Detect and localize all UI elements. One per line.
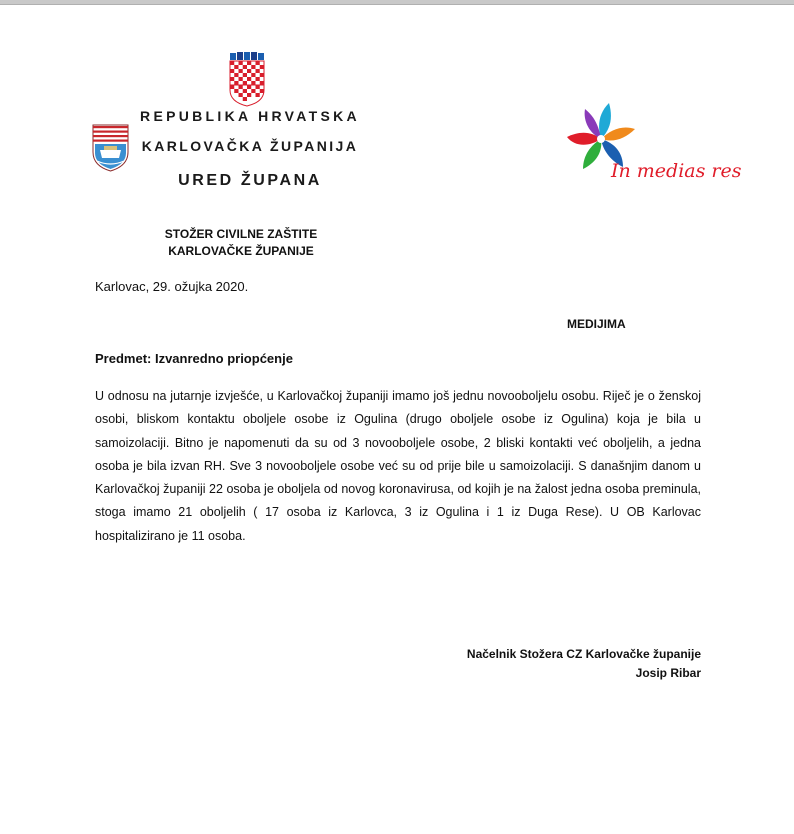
window-top-border	[0, 0, 794, 5]
in-medias-res-logo-text: In medias res	[611, 160, 742, 182]
document-body: U odnosu na jutarnje izvješće, u Karlovačkoj županiji imamo još jednu novooboljelu osobu. Riječ je o ženskoj osobi, bliskom kontaktu oboljele osobe iz Ogulina (drugo oboljele osobe iz Ogulina) koja je bila u samoizolaciji. Bitno je napomenuti da su od 3 novooboljele osobe, 2 bliski kontakti već oboljelih, a jedna osoba je bila izvan RH. Sve 3 novooboljele osobe već su od prije bile u samoizolaciji. S današnjim danom u Karlovačkoj županiji 22 osoba je oboljela od novog koronavirusa, od kojih je na žalost jedna osoba preminula, stoga imamo 21 oboljelih ( 17 osoba iz Karlovca, 3 iz Ogulina i 1 iz Duga Rese). U OB Karlovac hospitalizirano je 11 osoba.	[95, 389, 701, 543]
department-name-line2: KARLOVAČKE ŽUPANIJE	[168, 244, 314, 258]
document-subject: Predmet: Izvanredno priopćenje	[95, 351, 293, 366]
letterhead-republic: REPUBLIKA HRVATSKA	[140, 108, 360, 124]
signature-name: Josip Ribar	[635, 666, 701, 680]
letterhead-office: URED ŽUPANA	[178, 172, 322, 189]
croatia-coat-of-arms-icon	[227, 52, 267, 106]
document-recipient: MEDIJIMA	[567, 317, 626, 331]
in-medias-res-logo	[567, 101, 742, 183]
document-date: Karlovac, 29. ožujka 2020.	[95, 279, 249, 294]
letterhead-county: KARLOVAČKA ŽUPANIJA	[141, 138, 359, 154]
department-name-line1: STOŽER CIVILNE ZAŠTITE	[164, 227, 318, 241]
karlovac-county-coat-of-arms-icon	[92, 124, 129, 172]
signature-title: Načelnik Stožera CZ Karlovačke županije	[466, 647, 701, 661]
